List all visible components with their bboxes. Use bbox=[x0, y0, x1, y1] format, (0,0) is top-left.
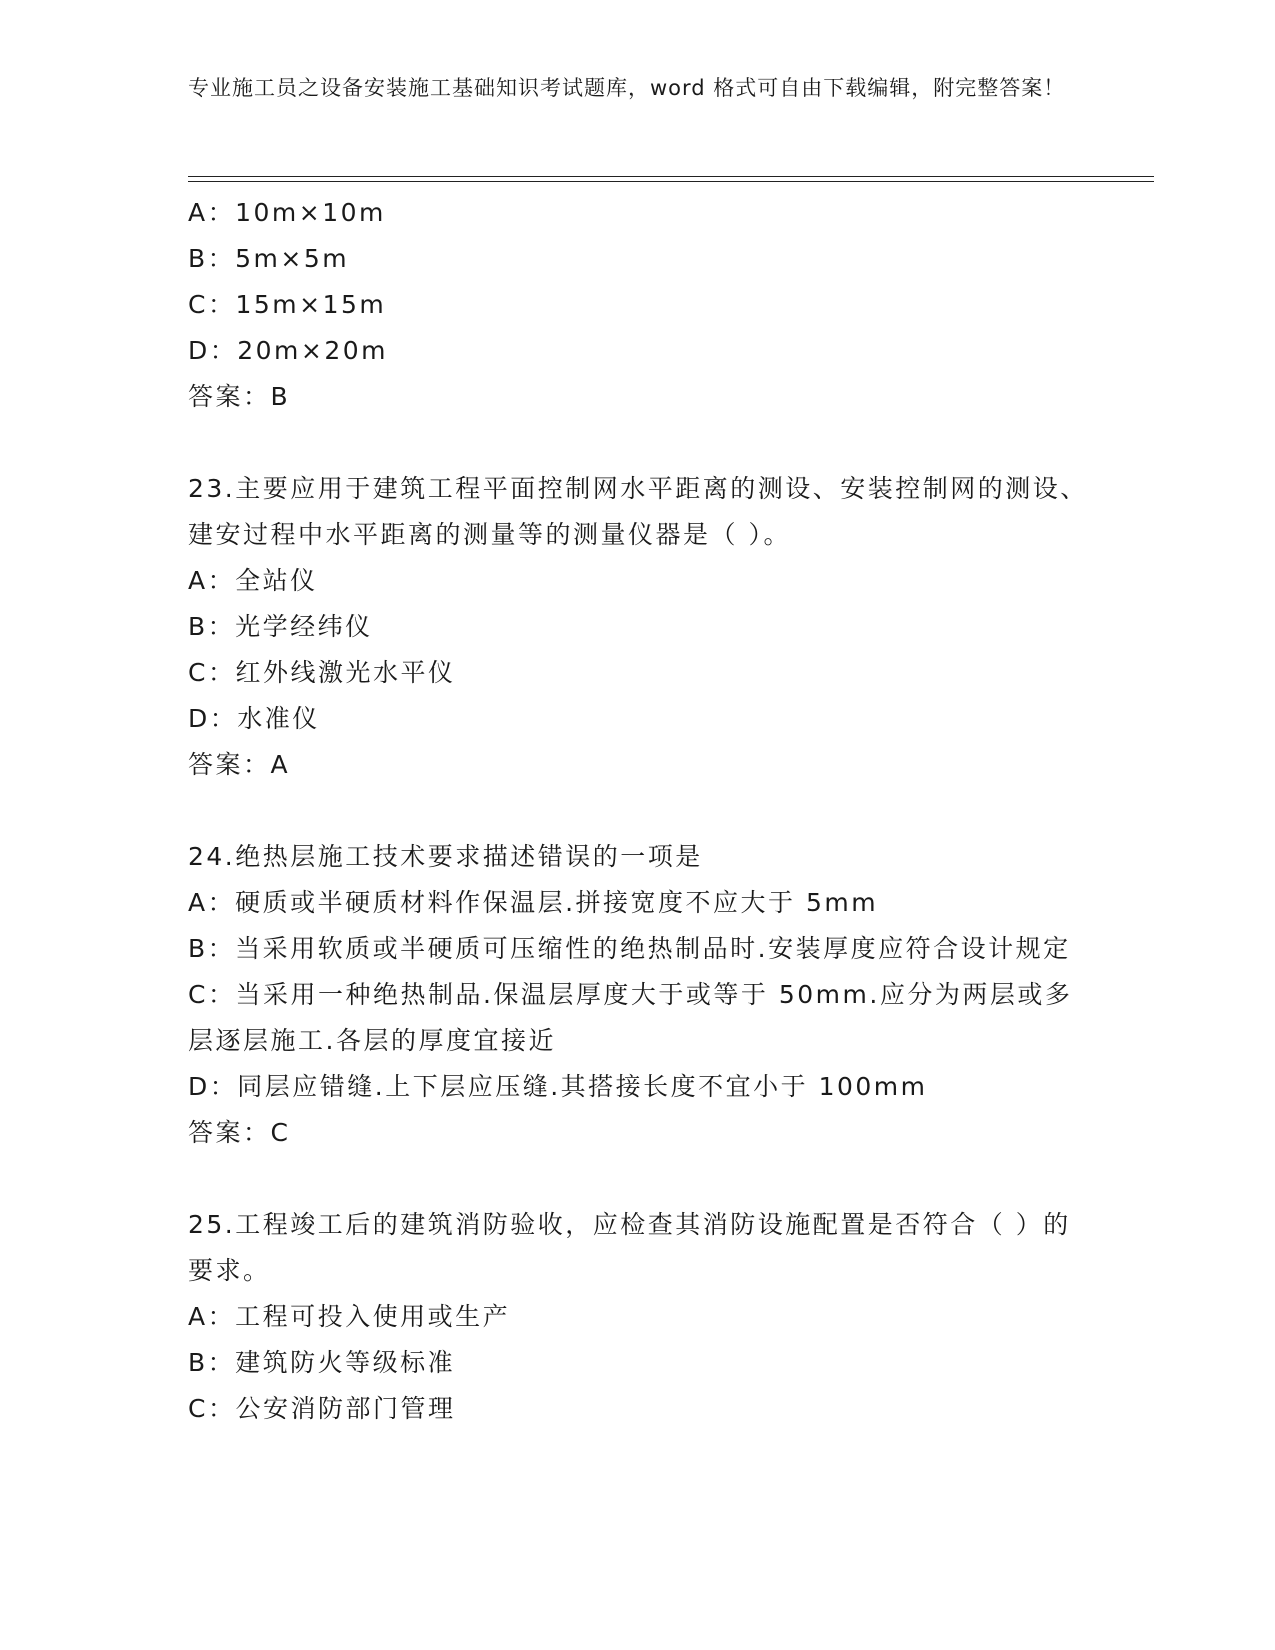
option-a: A：硬质或半硬质材料作保温层.拼接宽度不应大于 5mm bbox=[188, 888, 879, 917]
answer: 答案：C bbox=[188, 1118, 291, 1147]
question-24 bbox=[188, 834, 1088, 1156]
option-d: D：水准仪 bbox=[188, 704, 320, 733]
option-c: C：公安消防部门管理 bbox=[188, 1394, 456, 1423]
option-c: C：15m×15m bbox=[188, 290, 387, 319]
spacer bbox=[188, 420, 1088, 466]
option-d: D：同层应错缝.上下层应压缝.其搭接长度不宜小于 100mm bbox=[188, 1072, 928, 1101]
option-b: B：光学经纬仪 bbox=[188, 612, 373, 641]
spacer bbox=[188, 788, 1088, 834]
question-25 bbox=[188, 1202, 1088, 1432]
document-header: 专业施工员之设备安装施工基础知识考试题库，word 格式可自由下载编辑，附完整答案！ bbox=[188, 76, 1066, 100]
question-text: 23.主要应用于建筑工程平面控制网水平距离的测设、安装控制网的测设、建安过程中水平距离的测量等的测量仪器是（ ）。 bbox=[188, 474, 1088, 549]
question-text: 25.工程竣工后的建筑消防验收，应检查其消防设施配置是否符合（ ）的要求。 bbox=[188, 1210, 1071, 1285]
option-b: B：当采用软质或半硬质可压缩性的绝热制品时.安装厚度应符合设计规定 bbox=[188, 934, 1071, 963]
option-b: B：5m×5m bbox=[188, 244, 350, 273]
option-a: A：工程可投入使用或生产 bbox=[188, 1302, 511, 1331]
option-a: A：10m×10m bbox=[188, 198, 386, 227]
question-22 bbox=[188, 190, 1088, 420]
answer: 答案：B bbox=[188, 382, 291, 411]
option-b: B：建筑防火等级标准 bbox=[188, 1348, 456, 1377]
question-23 bbox=[188, 466, 1088, 788]
option-c: C：当采用一种绝热制品.保温层厚度大于或等于 50mm.应分为两层或多层逐层施工.各层的厚度宜接近 bbox=[188, 980, 1073, 1055]
answer: 答案：A bbox=[188, 750, 291, 779]
question-text: 24.绝热层施工技术要求描述错误的一项是 bbox=[188, 842, 703, 871]
header-rule-top bbox=[188, 176, 1154, 177]
option-c: C：红外线激光水平仪 bbox=[188, 658, 456, 687]
option-a: A：全站仪 bbox=[188, 566, 318, 595]
header-rule-bottom bbox=[188, 181, 1154, 182]
spacer bbox=[188, 1156, 1088, 1202]
question-content bbox=[188, 190, 1088, 1432]
option-d: D：20m×20m bbox=[188, 336, 389, 365]
